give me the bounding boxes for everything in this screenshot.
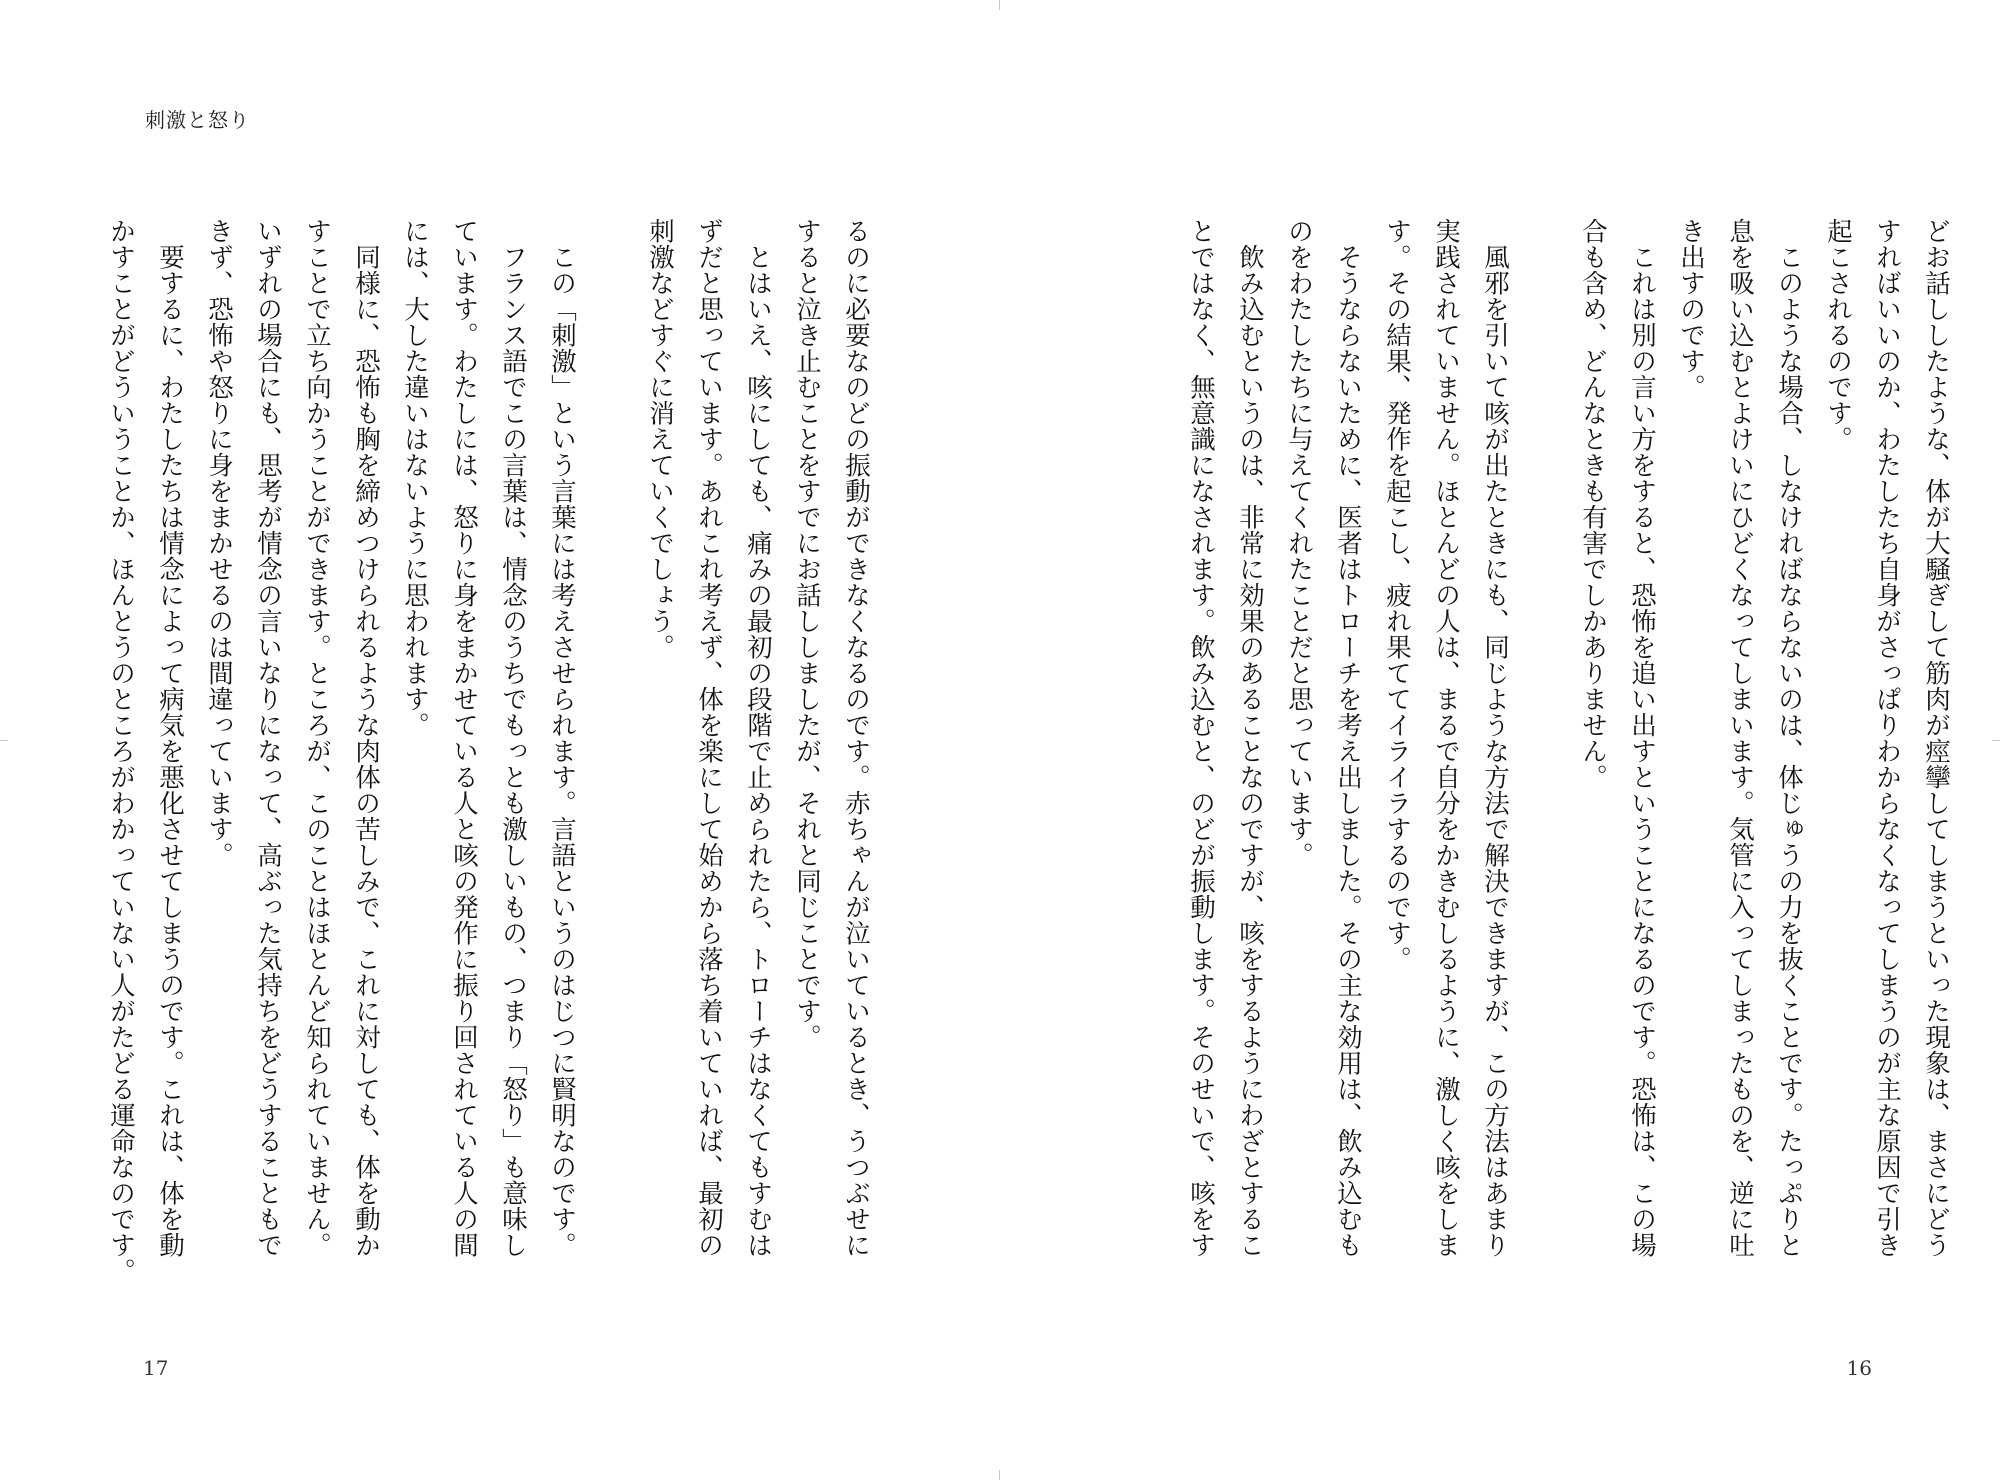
text-line: すればいいのか、わたしたち自身がさっぱりわからなくなってしまうのが主な原因で引き <box>1872 218 1902 1258</box>
text-line: この「刺激」という言葉には考えさせられます。言語というのはじつに賢明なのです。 <box>547 243 577 1258</box>
text-line: ています。わたしには、怒りに身をまかせている人と咳の発作に振り回されている人の間 <box>449 218 479 1258</box>
text-line: 風邪を引いて咳が出たときにも、同じような方法で解決できますが、この方法はあまり <box>1480 243 1510 1258</box>
text-line: 同様に、恐怖も胸を締めつけられるような肉体の苦しみで、これに対しても、体を動か <box>351 243 381 1258</box>
right-page-body <box>1130 218 1960 1298</box>
text-line: には、大した違いはないように思われます。 <box>400 218 430 738</box>
text-line: のをわたしたちに与えてくれたことだと思っています。 <box>1284 218 1314 868</box>
text-line: このような場合、しなければならないのは、体じゅうの力を抜くことです。たっぷりと <box>1774 243 1804 1258</box>
running-head: 刺激と怒り <box>145 108 250 132</box>
left-page-body <box>106 218 880 1298</box>
text-line: ずだと思っています。あれこれ考えず、体を楽にして始めから落ち着いていれば、最初の <box>694 218 724 1258</box>
text-line: 息を吸い込むとよけいにひどくなってしまいます。気管に入ってしまったものを、逆に吐 <box>1725 218 1755 1258</box>
page-number-right: 16 <box>1846 1356 1872 1380</box>
text-line: そうならないために、医者はトローチを考え出しました。その主な効用は、飲み込むも <box>1333 243 1363 1258</box>
right-page <box>1000 0 2000 1480</box>
text-line: き出すのです。 <box>1676 218 1706 400</box>
text-line: 要するに、わたしたちは情念によって病気を悪化させてしまうのです。これは、体を動 <box>155 243 185 1258</box>
text-line: かすことがどういうことか、ほんとうのところがわかっていない人がたどる運命なのです。 <box>106 218 136 1284</box>
text-line: いずれの場合にも、思考が情念の言いなりになって、高ぶった気持ちをどうすることもで <box>253 218 283 1258</box>
text-line: 合も含め、どんなときも有害でしかありません。 <box>1578 218 1608 790</box>
text-line: 起こされるのです。 <box>1823 218 1853 452</box>
text-line: とはいえ、咳にしても、痛みの最初の段階で止められたら、トローチはなくてもすむは <box>743 243 773 1258</box>
text-line: どお話ししたような、体が大騒ぎして筋肉が痙攣してしまうといった現象は、まさにどう <box>1921 218 1951 1258</box>
text-line: す。その結果、発作を起こし、疲れ果ててイライラするのです。 <box>1382 218 1412 972</box>
text-line: これは別の言い方をすると、恐怖を追い出すということになるのです。恐怖は、この場 <box>1627 243 1657 1258</box>
text-line: すると泣き止むことをすでにお話ししましたが、それと同じことです。 <box>792 218 822 1050</box>
text-line: 実践されていません。ほとんどの人は、まるで自分をかきむしるように、激しく咳をしま <box>1431 218 1461 1258</box>
text-line: きず、恐怖や怒りに身をまかせるのは間違っています。 <box>204 218 234 868</box>
text-line: 刺激などすぐに消えていくでしょう。 <box>645 218 675 660</box>
text-line: すことで立ち向かうことができます。ところが、このことはほとんど知られていません。 <box>302 218 332 1258</box>
text-line: フランス語でこの言葉は、情念のうちでもっとも激しいもの、つまり「怒り」も意味し <box>498 243 528 1258</box>
text-line: 飲み込むというのは、非常に効果のあることなのですが、咳をするようにわざとするこ <box>1235 243 1265 1258</box>
text-line: とではなく、無意識になされます。飲み込むと、のどが振動します。そのせいで、咳をす <box>1186 218 1216 1258</box>
page-number-left: 17 <box>143 1356 169 1380</box>
text-line: るのに必要なのどの振動ができなくなるのです。赤ちゃんが泣いているとき、うつぶせに <box>841 218 871 1258</box>
